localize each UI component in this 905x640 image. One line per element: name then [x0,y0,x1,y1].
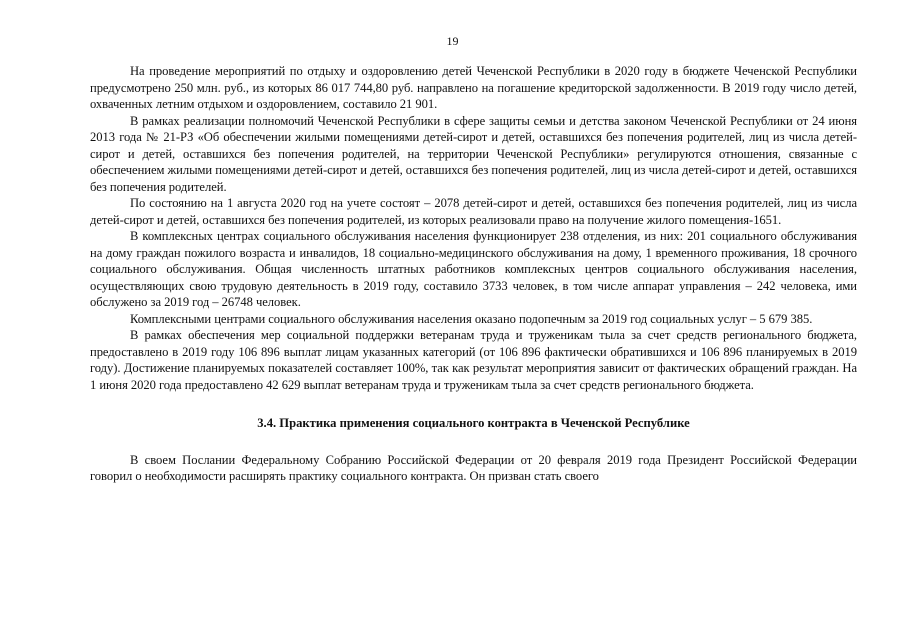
paragraph-veterans-support: В рамках обеспечения мер социальной поддержки ветеранам труда и труженикам тыла за счет средств регионального бюджета, предоставлено в 2019 году 106 896 выплат лицам указанных категорий (от 106 896 фактически обратившихся и 106 896 планируемых в 2019 году). Достижение планируемых показателей составляет 100%, так как результат мероприятия зависит от фактических обращений граждан. На 1 июня 2020 года предоставлено 42 629 выплат ветеранам труда и труженикам тыла за счет средств регионального бюджета. [90,328,857,392]
paragraph-social-services-count: Комплексными центрами социального обслуживания населения оказано подопечным за 2019 год социальных услуг – 5 679 385. [130,311,813,326]
paragraph-social-contract-intro: В своем Послании Федеральному Собранию Российской Федерации от 20 февраля 2019 года Президент Российской Федерации говорил о необходимости расширять практику социального контракта. Он призван стать своего [90,452,857,483]
paragraph-orphans-housing-law: В рамках реализации полномочий Чеченской Республики в сфере защиты семьи и детства законом Чеченской Республики от 24 июня 2013 года № 21-РЗ «Об обеспечении жилыми помещениями детей-сирот и детей, оставшихся без попечения родителей, лиц из числа детей-сирот и детей, оставшихся без попечения родителей, на территории Чеченской Республики» регулируются отношения, связанные с обеспечением жилыми помещениями детей-сирот и детей, оставшихся без попечения родителей, лиц из числа детей-сирот и детей, оставшихся без попечения родителей. [90,113,858,194]
page-number: 19 [446,34,459,48]
document-body [90,63,857,485]
section-heading: 3.4. Практика применения социального контракта в Чеченской Республике [257,416,690,430]
paragraph-social-service-centers: В комплексных центрах социального обслуживания населения функционирует 238 отделения, из них: 201 социального обслуживания на дому граждан пожилого возраста и инвалидов, 18 социально-медицинского обслуживания на дому, 1 временного проживания, 18 срочного социального обслуживания. Общая численность штатных работников комплексных центров социального обслуживания населения, осуществляющих свою трудовую деятельность в 2019 году, составило 3733 человек, в том числе аппарат управления – 242 человека, ими обслужено за 2019 год – 26748 человек. [90,229,857,309]
paragraph-children-recreation: На проведение мероприятий по отдыху и оздоровлению детей Чеченской Республики в 2020 году в бюджете Чеченской Республики предусмотрено 250 млн. руб., из которых 86 017 744,80 руб. направлено на погашение кредиторской задолженности. В 2019 году число детей, охваченных летним отдыхом и оздоровлением, составило 21 901. [90,64,857,111]
paragraph-orphans-registry: По состоянию на 1 августа 2020 год на учете состоят – 2078 детей-сирот и детей, оставшихся без попечения родителей, лиц из числа детей-сирот и детей, оставшихся без попечения родителей, из которых реализовали право на получение жилого помещения-1651. [90,196,857,227]
